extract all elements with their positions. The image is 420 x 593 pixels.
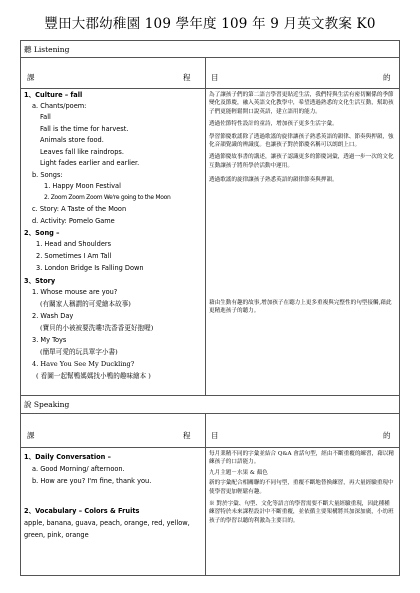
list-item: Light fades earlier and earlier. <box>40 159 140 167</box>
list-item: 1. Happy Moon Festival <box>44 182 121 190</box>
list-item: Fall <box>40 113 51 121</box>
speaking-course-header-left: 課 <box>27 431 35 440</box>
divider <box>21 57 399 58</box>
list-item: 2、Vocabulary – Colors & Fruits <box>24 507 140 515</box>
divider <box>21 413 399 414</box>
goal-paragraph: 透過歌謠的旋律讓孩子熟悉英語的韻律節奏與押韻。 <box>209 177 338 184</box>
listening-goal-header-right: 的 <box>383 73 391 82</box>
listening-section-label: 聽 Listening <box>24 45 70 54</box>
listening-goal-header-left: 目 <box>211 73 219 82</box>
list-item: c. Story: A Taste of the Moon <box>32 205 127 213</box>
list-item: 1、Daily Conversation – <box>24 453 111 461</box>
listening-course-header-right: 程 <box>183 73 191 82</box>
goal-paragraph: 透過節慶故事書的講述，讓孩子認識更多的節慶詞彙，透過一步一次的文化互動讓孩子將所學於活動中運用。 <box>209 154 394 169</box>
goal-paragraph: ※ 對於字彙、句型、文化等語言的學習需要不斷大量經驗重現，因此種種練習特於未來課程設計中不斷重覆，並依循主要架構將其加深加廣，小幼班孩子的學習以聽的利激為主要目的。 <box>209 501 394 524</box>
list-item: Animals store food. <box>40 136 104 144</box>
goal-paragraph: 為了讓孩子們的第二語言學習更貼近生活，我們特與生活有密切關係的季節變化及節慶，融入英語文化教學中，希望透過熟悉的文化生活互動，幫助孩子們更能輕鬆開口說英語，建立語用的能力。 <box>209 92 394 115</box>
list-item: 1. Head and Shoulders <box>36 240 112 248</box>
list-item: Fall is the time for harvest. <box>40 125 129 133</box>
page-title: 豐田大郡幼稚園 109 學年度 109 年 9 月英文教案 K0 <box>44 16 376 32</box>
column-divider <box>205 57 206 395</box>
list-item: 2. Zoom Zoom Zoom We're going to the Moon <box>44 194 171 201</box>
speaking-section-label: 說 Speaking <box>24 400 70 409</box>
list-item: 3、Story <box>24 277 56 285</box>
list-item: (寶貝的小被被要洗嘍!洗香香更好抱喔) <box>40 324 154 332</box>
goal-paragraph: 新的字彙配合相關聯的不同句型，重覆不斷地替換練習，再大量經驗重現中使學習更加輕鬆有趣。 <box>209 480 394 495</box>
divider <box>21 88 399 89</box>
list-item: 3. My Toys <box>32 336 67 344</box>
list-item: 2、Song – <box>24 229 60 237</box>
list-item: 2. Sometimes I Am Tall <box>36 252 112 260</box>
divider <box>21 447 399 448</box>
list-item: 4. Have You See My Duckling? <box>32 360 135 368</box>
list-item: 3. London Bridge Is Falling Down <box>36 264 144 272</box>
list-item: d. Activity: Pomelo Game <box>32 217 115 225</box>
list-item: ( 看圖一起幫鴨媽媽找小鴨的趣味繪本 ) <box>36 372 151 380</box>
speaking-course-header-right: 程 <box>183 431 191 440</box>
speaking-goal-header-right: 的 <box>383 431 391 440</box>
list-item: b. Songs: <box>32 171 63 179</box>
column-divider <box>205 413 206 576</box>
goal-paragraph: 透過佐節特性設計的童詩，增加孩子更多生活字彙。 <box>209 121 338 128</box>
list-item: 1. Whose mouse are you? <box>32 288 118 296</box>
list-item: apple, banana, guava, peach, orange, red, yellow, <box>24 519 190 527</box>
speaking-goal-header-left: 目 <box>211 431 219 440</box>
divider <box>21 395 399 396</box>
list-item: a. Good Morning/ afternoon. <box>32 465 125 473</box>
goal-paragraph: 九月主題－水果 & 顏色 <box>209 469 268 476</box>
list-item: (簡單可愛的玩具單字小書) <box>40 348 118 356</box>
list-item: a. Chants/poem: <box>32 102 87 110</box>
lesson-plan-table <box>20 40 400 576</box>
listening-goals <box>209 91 395 189</box>
listening-story-goal <box>209 299 395 320</box>
list-item: 1、Culture – fall <box>24 91 83 99</box>
list-item: (有關家人稱謂的可愛繪本故事) <box>40 300 131 308</box>
list-item: 2. Wash Day <box>32 312 74 320</box>
list-item: b. How are you? I'm fine, thank you. <box>32 477 152 485</box>
goal-paragraph: 每月業精不同的字彙並結合 Q&A 會話句型，經由不斷重覆的練習，藉以精練孩子的口語能力。 <box>209 451 394 466</box>
list-item: Leaves fall like raindrops. <box>40 148 124 156</box>
list-item: green, pink, orange <box>24 531 89 539</box>
listening-course-header-left: 課 <box>27 73 35 82</box>
goal-paragraph: 藉由生動有趣的故事,增加孩子在聽力上更多重複與完整性的句型接觸,藉此更精進孩子的聽力。 <box>209 300 392 315</box>
speaking-goals <box>209 450 395 529</box>
goal-paragraph: 學習節慶歌謠除了透過歌謠的旋律讓孩子熟悉英語的韻律、節奏與押韻，強化音韻覺識的辨識度。也讓孩子對於節慶名稱可以朗朗上口。 <box>209 133 394 149</box>
